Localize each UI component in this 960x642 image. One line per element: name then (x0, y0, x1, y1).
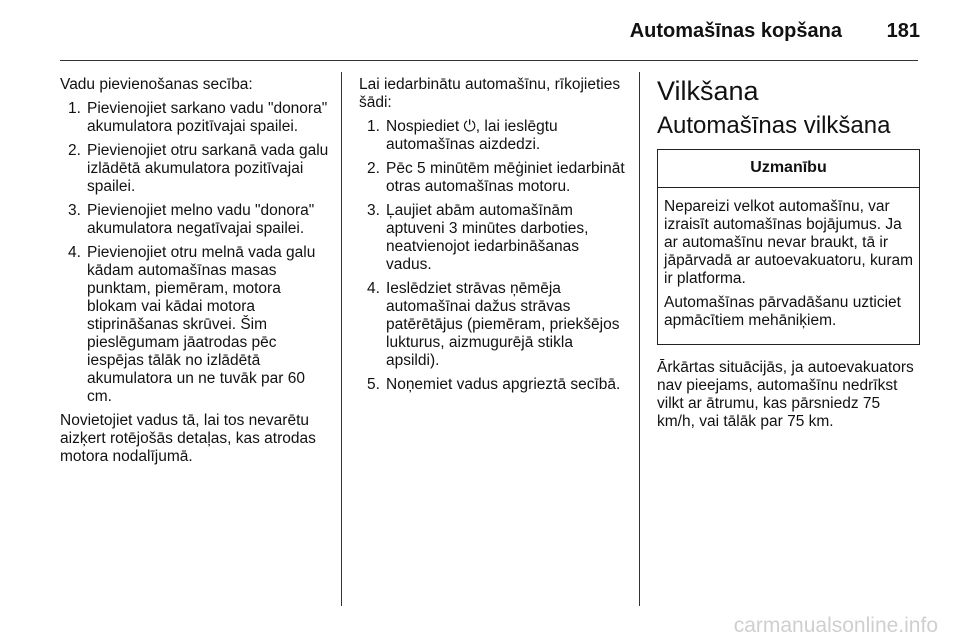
step-number: 5. (367, 376, 380, 393)
step-number: 4. (68, 244, 81, 261)
step-text: Pēc 5 minūtēm mēģiniet iedarbināt otras automašīnas motoru. (386, 160, 625, 195)
step-text: Ļaujiet abām automašīnām aptuveni 3 minūtes darboties, neatvienojot iedarbināšanas vadus. (386, 202, 589, 273)
warning-title: Uzmanību (658, 150, 919, 188)
connection-order-intro: Vadu pievienošanas secība: (60, 76, 253, 93)
towing-paragraph: Ārkārtas situācijās, ja autoevakuators nav pieejams, automašīnu nedrīkst vilkt ar ātrumu, kas pārsniedz 75 km/h, vai tālāk par 75 km. (657, 359, 914, 430)
list-item (359, 376, 625, 394)
list-item (60, 142, 334, 196)
cable-placement-note: Novietojiet vadus tā, lai tos nevarētu aizķert rotējošās detaļas, kas atrodas motora nodalījumā. (60, 412, 316, 465)
step-text: Pievienojiet sarkano vadu "donora" akumulatora pozitīvajai spailei. (87, 100, 328, 135)
warning-body (658, 188, 919, 344)
column-3 (657, 76, 922, 437)
step-text: Pievienojiet otru melnā vada galu kādam automašīnas masas punktam, piemēram, motora blokam vai kādai motora stiprināšanas skrūvei. Šim pieslēgumam jāatrodas pēc iespējas tālāk no izlādētā akumulatora un ne tuvāk par 60 cm. (87, 244, 316, 405)
step-number: 1. (68, 100, 81, 117)
column-divider-left (341, 72, 342, 606)
step-number: 1. (367, 118, 380, 135)
connection-steps (60, 100, 334, 406)
step-number: 3. (68, 202, 81, 219)
warning-box (657, 149, 920, 345)
step-text: Pievienojiet otru sarkanā vada galu izlādētā akumulatora pozitīvajai spailei. (87, 142, 329, 195)
step-text: Noņemiet vadus apgrieztā secībā. (386, 376, 621, 393)
header-rule (60, 60, 918, 61)
step-number: 4. (367, 280, 380, 297)
header-title: Automašīnas kopšana (629, 20, 842, 42)
list-item (60, 100, 334, 136)
step-number: 2. (68, 142, 81, 159)
list-item (359, 202, 625, 274)
page-number: 181 (886, 20, 920, 42)
column-1 (60, 76, 334, 472)
warning-paragraph: Nepareizi velkot automašīnu, var izraisīt automašīnas bojājumus. Ja ar automašīnu nevar braukt, tā ir jāpārvadā ar autoevakuatoru, kuram ir platforma. (664, 198, 914, 287)
list-item (359, 118, 625, 154)
column-2 (359, 76, 625, 400)
start-procedure-intro: Lai iedarbinātu automašīnu, rīkojieties šādi: (359, 76, 621, 111)
list-item (60, 244, 334, 406)
list-item (359, 280, 625, 370)
start-steps (359, 118, 625, 394)
step-text: Pievienojiet melno vadu "donora" akumulatora negatīvajai spailei. (87, 202, 315, 237)
column-divider-right (639, 72, 640, 606)
step-text: Nospiediet ⏻, lai ieslēgtu automašīnas aizdedzi. (386, 118, 558, 153)
step-number: 3. (367, 202, 380, 219)
watermark: carmanualsonline.info (733, 614, 938, 637)
step-number: 2. (367, 160, 380, 177)
subsection-heading: Automašīnas vilkšana (657, 112, 891, 139)
section-heading: Vilkšana (657, 76, 759, 106)
warning-paragraph: Automašīnas pārvadāšanu uzticiet apmācītiem mehāniķiem. (664, 294, 901, 329)
list-item (60, 202, 334, 238)
list-item (359, 160, 625, 196)
step-text: Ieslēdziet strāvas ņēmēja automašīnai dažus strāvas patērētājus (piemēram, priekšējos lukturus, aizmugurējā stikla apsildi). (386, 280, 620, 369)
